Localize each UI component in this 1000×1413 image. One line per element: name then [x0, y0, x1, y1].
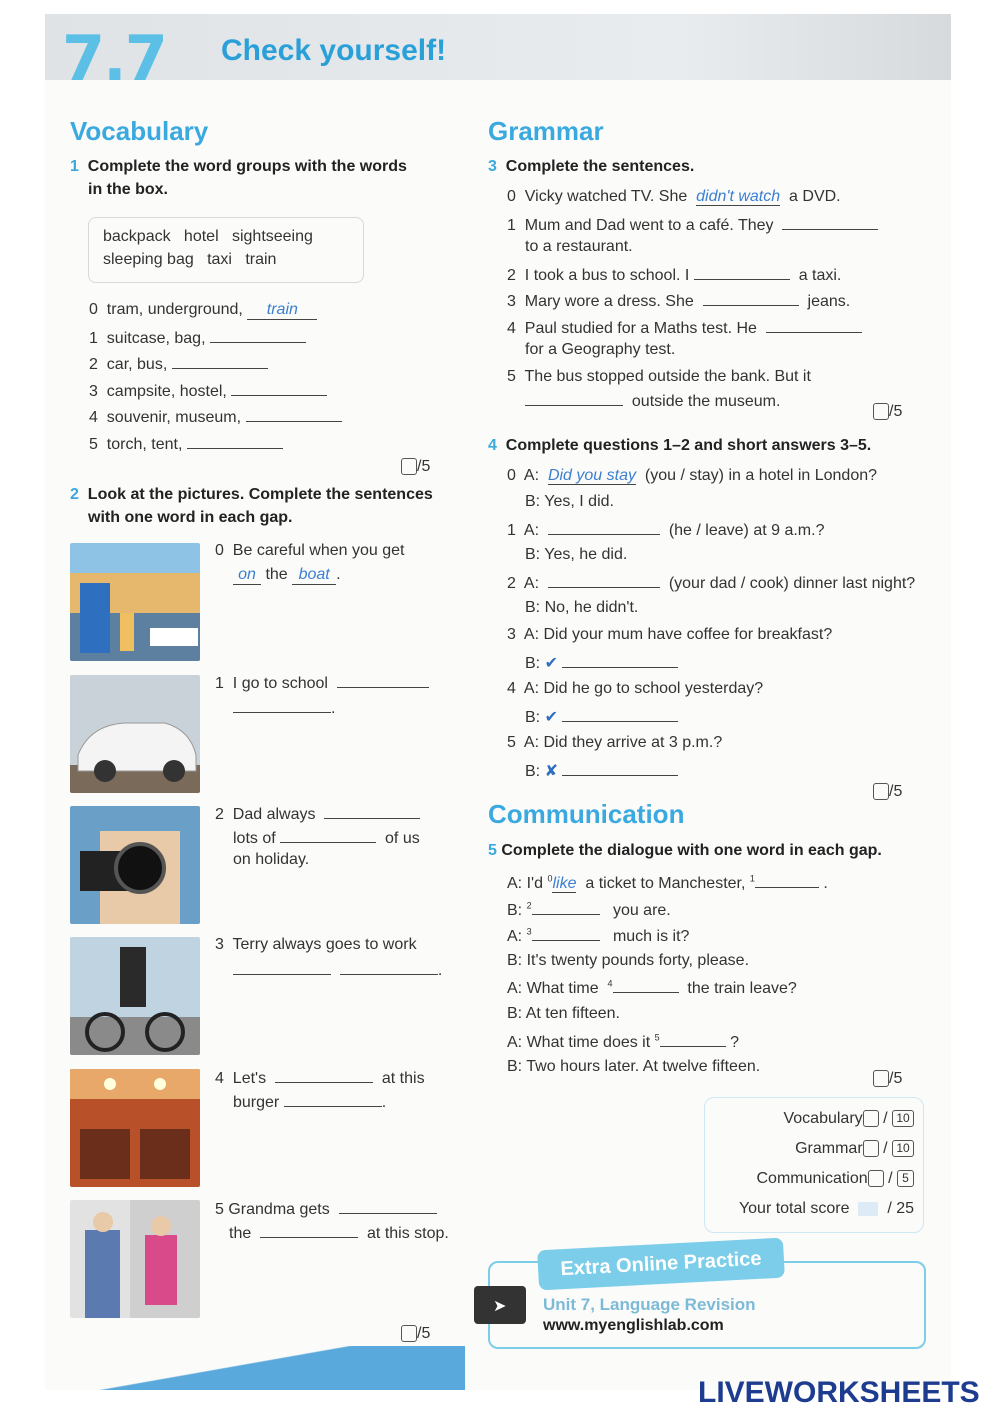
picture-boat-harbour [70, 543, 200, 661]
ex4-r3: B: ✔ [525, 653, 678, 673]
ex5-gap-5[interactable] [660, 1032, 726, 1047]
picture-car [70, 675, 200, 793]
ex4-q1: 1 A: (he / leave) at 9 a.m.? [507, 522, 825, 539]
ex2-gap-3a[interactable] [233, 960, 331, 975]
ex5-line-0: A: I'd $^0$like a ticket to Manchester, $^1$ . [507, 873, 828, 892]
tick-icon: ✔ [544, 655, 558, 672]
ex2-item-2-line3: on holiday. [233, 851, 310, 868]
ex2-answer-0a: on [233, 566, 261, 585]
ex1-gap-1[interactable] [210, 328, 306, 343]
ex4-q3: 3 A: Did your mum have coffee for breakfast? [507, 626, 833, 643]
total-comm-row: Communication / 5 [757, 1170, 915, 1188]
ex1-item-3: 3 campsite, hostel, [89, 381, 327, 401]
ex3-item-4-line2: for a Geography test. [525, 341, 676, 358]
ex3-gap-4[interactable] [766, 318, 862, 333]
ex3-item-4: 4 Paul studied for a Maths test. He [507, 318, 862, 338]
score-box[interactable] [873, 1070, 889, 1087]
ex2-item-0-line2: on the boat . [233, 566, 341, 585]
ex4-gap-5[interactable] [562, 761, 678, 776]
ex4-r4: B: ✔ [525, 707, 678, 727]
score-box[interactable] [401, 1325, 417, 1342]
ex2-gap-3b[interactable] [340, 960, 438, 975]
score-box[interactable] [873, 783, 889, 800]
ex1-item-4: 4 souvenir, museum, [89, 407, 342, 427]
ex2-gap-1b[interactable] [233, 698, 331, 713]
tick-icon: ✔ [544, 709, 558, 726]
ex2-item-5-line2: the at this stop. [229, 1225, 449, 1242]
ex2-item-3-line2: . [233, 960, 442, 980]
total-score-row: Your total score / 25 [738, 1200, 914, 1217]
ex2-item-3: 3 Terry always goes to work [215, 936, 417, 953]
ex5-line-5: B: At ten fifteen. [507, 1005, 620, 1022]
liveworksheets-watermark: LIVEWORKSHEETS [698, 1376, 980, 1409]
ex1-instr-line1: Complete the word groups with the words [87, 158, 407, 175]
ex3-item-1-line2: to a restaurant. [525, 238, 633, 255]
word-box-line1: backpack hotel sightseeing [103, 228, 313, 245]
vocab-score-box[interactable] [863, 1110, 879, 1127]
ex4-gap-2[interactable] [548, 573, 660, 588]
grammar-heading: Grammar [488, 116, 604, 146]
ex2-gap-5a[interactable] [339, 1199, 437, 1214]
ex2-gap-2b[interactable] [280, 828, 376, 843]
ex2-gap-2a[interactable] [324, 804, 420, 819]
ex3-item-5: 5 The bus stopped outside the bank. But it [507, 368, 811, 385]
ex5-line-3: B: It's twenty pounds forty, please. [507, 952, 750, 969]
ex5-gap-4[interactable] [613, 978, 679, 993]
ex5-gap-1[interactable] [755, 873, 819, 888]
ex1-gap-5[interactable] [187, 434, 283, 449]
score-box[interactable] [401, 458, 417, 475]
footer-stripe [45, 1346, 465, 1390]
extra-line1: Unit 7, Language Revision [543, 1295, 756, 1314]
grammar-score-box[interactable] [863, 1140, 879, 1157]
ex5-line-6: A: What time does it $^5$ ? [507, 1032, 740, 1051]
ex2-instr-line2: with one word in each gap. [88, 509, 293, 526]
ex5-line-7: B: Two hours later. At twelve fifteen. [507, 1058, 761, 1075]
ex4-gap-4[interactable] [562, 707, 678, 722]
ex1-gap-2[interactable] [172, 354, 268, 369]
ex1-instr-line2: in the box. [88, 181, 168, 198]
picture-restaurant [70, 1069, 200, 1187]
word-box-line2: sleeping bag taxi train [103, 251, 277, 268]
ex5-gap-2[interactable] [532, 900, 600, 915]
ex3-gap-5[interactable] [525, 391, 623, 406]
unit-number: 7.7 [62, 22, 166, 95]
ex5-line-1: B: $^2$ you are. [507, 900, 671, 919]
cross-icon: ✘ [544, 763, 558, 780]
ex4-q4: 4 A: Did he go to school yesterday? [507, 680, 764, 697]
ex5-score: /5 [873, 1070, 902, 1088]
ex4-q0: 0 A: Did you stay (you / stay) in a hotel in London? [507, 467, 878, 484]
ex1-answer-0: train [247, 301, 317, 320]
ex4-instruction: 4 Complete questions 1–2 and short answers 3–5. [488, 437, 872, 454]
ex2-answer-0b: boat [292, 566, 336, 585]
ex1-gap-3[interactable] [231, 381, 327, 396]
ex2-item-0: 0 Be careful when you get [215, 542, 405, 559]
extra-url[interactable]: www.myenglishlab.com [543, 1317, 724, 1334]
ex5-line-2: A: $^3$ much is it? [507, 926, 690, 945]
total-score-field[interactable] [858, 1202, 878, 1216]
ex2-item-4-line2: burger . [233, 1094, 387, 1111]
ex3-item-0: 0 Vicky watched TV. She didn't watch a DVD. [507, 188, 841, 205]
ex2-item-5: 5 Grandma gets [215, 1199, 437, 1219]
ex1-instruction [70, 158, 407, 176]
picture-grandma-bus [70, 1200, 200, 1318]
ex4-answer-0: Did you stay [547, 467, 636, 484]
ex1-number: 1 [70, 158, 79, 175]
picture-camera-man [70, 806, 200, 924]
ex1-score: /5 [401, 458, 430, 476]
ex3-item-3: 3 Mary wore a dress. She jeans. [507, 293, 851, 310]
ex2-item-2-line2: lots of of us [233, 830, 420, 847]
ex2-gap-1a[interactable] [337, 673, 429, 688]
ex2-item-1: 1 I go to school [215, 673, 429, 693]
comm-score-box[interactable] [868, 1170, 884, 1187]
ex2-score: /5 [401, 1325, 430, 1343]
ex4-score: /5 [873, 783, 902, 801]
communication-heading: Communication [488, 799, 685, 829]
ex4-r1: B: Yes, he did. [525, 546, 628, 563]
ex2-item-4: 4 Let's at this [215, 1070, 425, 1087]
ex1-item-2: 2 car, bus, [89, 354, 268, 374]
ex1-item-1: 1 suitcase, bag, [89, 328, 306, 348]
ex1-item-0: 0 tram, underground, train [89, 301, 317, 320]
ex1-item-5: 5 torch, tent, [89, 434, 283, 454]
ex3-item-5-line2: outside the museum. [525, 391, 780, 411]
ex5-instruction: 5 Complete the dialogue with one word in each gap. [488, 842, 882, 859]
ex5-gap-3[interactable] [532, 926, 600, 941]
ex3-answer-0: didn't watch [696, 188, 781, 205]
ex3-gap-1[interactable] [782, 215, 878, 230]
ex2-item-1-line2: . [233, 698, 335, 718]
header-band [45, 14, 951, 80]
ex5-answer-0: like [552, 875, 577, 892]
total-vocab-row: Vocabulary / 10 [783, 1110, 914, 1128]
ex3-item-1: 1 Mum and Dad went to a café. They [507, 215, 878, 235]
ex2-gap-5b[interactable] [260, 1223, 358, 1238]
ex4-gap-3[interactable] [562, 653, 678, 668]
total-grammar-row: Grammar / 10 [795, 1140, 914, 1158]
ex4-r0: B: Yes, I did. [525, 493, 614, 510]
page-title: Check yourself! [221, 34, 447, 67]
ex2-instruction: 2 Look at the pictures. Complete the sentences [70, 486, 433, 503]
ex2-item-2: 2 Dad always [215, 804, 420, 824]
ex4-r2: B: No, he didn't. [525, 599, 639, 616]
laptop-icon: ➤ [474, 1286, 526, 1324]
ex3-instruction: 3 Complete the sentences. [488, 158, 695, 175]
ex1-gap-4[interactable] [246, 407, 342, 422]
ex2-gap-4a[interactable] [275, 1068, 373, 1083]
ex4-q5: 5 A: Did they arrive at 3 p.m.? [507, 734, 723, 751]
ex2-gap-4b[interactable] [284, 1092, 382, 1107]
vocabulary-heading: Vocabulary [70, 116, 209, 146]
ex4-r5: B: ✘ [525, 761, 678, 781]
score-box[interactable] [873, 403, 889, 420]
picture-bicycle [70, 937, 200, 1055]
ex3-item-2: 2 I took a bus to school. I a taxi. [507, 267, 842, 284]
extra-practice-tab: Extra Online Practice [537, 1238, 785, 1291]
ex3-gap-3[interactable] [703, 291, 799, 306]
ex3-score: /5 [873, 403, 902, 421]
ex4-gap-1[interactable] [548, 520, 660, 535]
ex5-line-4: A: What time $^4$ the train leave? [507, 978, 797, 997]
ex4-q2: 2 A: (your dad / cook) dinner last night? [507, 575, 916, 592]
ex3-gap-2[interactable] [694, 265, 790, 280]
word-box [88, 217, 364, 283]
